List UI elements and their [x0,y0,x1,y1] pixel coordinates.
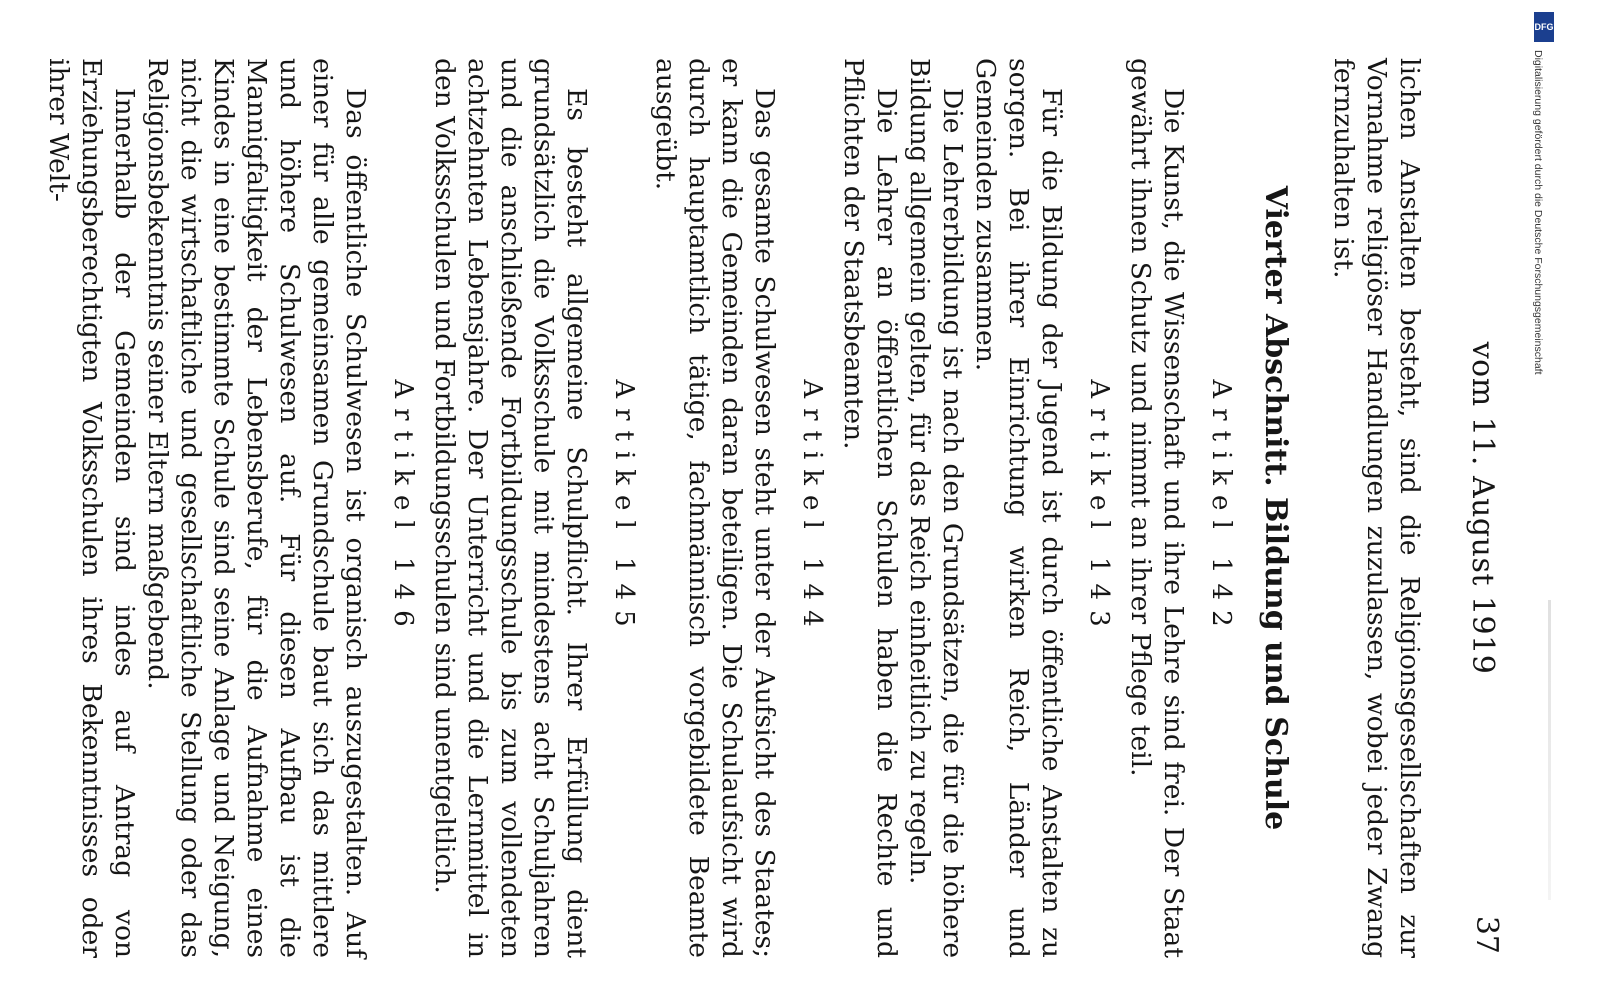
article-heading: Artikel 142 [1206,379,1236,637]
article-145 [428,58,639,958]
article-paragraph: Die Lehrerbildung ist nach den Grundsätzen, die für die höhere Bildung allgemein gelten, für das Reich einheitlich zu regeln. [904,58,968,958]
article-146 [42,58,418,958]
page-content [28,58,1508,958]
article-heading: Artikel 143 [1084,379,1114,637]
article-144 [649,58,827,958]
running-head [1446,58,1508,958]
article-heading: Artikel 144 [797,379,827,637]
article-paragraph: Innerhalb der Gemeinden sind indes auf Antrag von Erziehungsberechtigten Volksschulen ihres Bekenntnisses oder ihrer Welt- [43,58,140,958]
article-143 [837,58,1114,958]
section-title: Vierter Abschnitt. Bildung und Schule [1258,185,1293,831]
article-heading: Artikel 145 [609,379,639,637]
article-heading: Artikel 146 [388,379,418,637]
article-paragraph: Das gesamte Schulwesen steht unter der Aufsicht des Staates; er kann die Gemeinden daran beteiligen. Die Schulaufsicht wird durch hauptamtlich tätige, fachmännisch vorgebildete Beamte ausgeübt. [650,58,780,958]
article-paragraph: Die Lehrer an öffentlichen Schulen haben die Rechte und Pflichten der Staatsbeamten. [838,58,902,958]
intro-paragraph: lichen Anstalten besteht, sind die Religionsgesellschaften zur Vornahme religiöser Handlungen zuzulassen, wobei jeder Zwang fernzuhalten ist. [1328,58,1425,958]
running-head-title: vom 11. August 1919 [1465,341,1500,675]
article-paragraph: Die Kunst, die Wissenschaft und ihre Lehre sind frei. Der Staat gewährt ihnen Schutz und nimmt an ihrer Pflege teil. [1125,58,1189,958]
article-paragraph: Es besteht allgemeine Schulpflicht. Ihrer Erfüllung dient grundsätzlich die Volksschule mit mindestens acht Schuljahren und die anschließende Fortbildungsschule bis zum vollendeten achtzehnten Lebensjahre. Der Unterricht und die Lernmittel in den Volksschulen und Fortbildungsschulen sind unentgeltlich. [429,58,592,958]
scan-edge-shadow [1548,600,1551,900]
digitization-credit-text: Digitalisierung gefördert durch die Deutsche Forschungsgemeinschaft [1532,50,1544,375]
article-paragraph: Für die Bildung der Jugend ist durch öffentliche Anstalten zu sorgen. Bei ihrer Einrichtung wirken Reich, Länder und Gemeinden zusammen. [970,58,1067,958]
dfg-logo: DFG [1534,12,1554,42]
article-142 [1124,58,1236,958]
article-paragraph: Das öffentliche Schulwesen ist organisch auszugestalten. Auf einer für alle gemeinsamen Grundschule baut sich das mittlere und höhere Schulwesen auf. Für diesen Aufbau ist die Mannigfaltigkeit der Lebensberufe, für die Aufnahme eines Kindes in eine bestimmte Schule sind seine Anlage und Neigung, nicht die wirtschaftliche und gesellschaftliche Stellung oder das Religionsbekenntnis seiner Eltern maßgebend. [142,58,371,958]
digitization-stamp [1531,6,1557,996]
page-number: 37 [1469,915,1504,954]
